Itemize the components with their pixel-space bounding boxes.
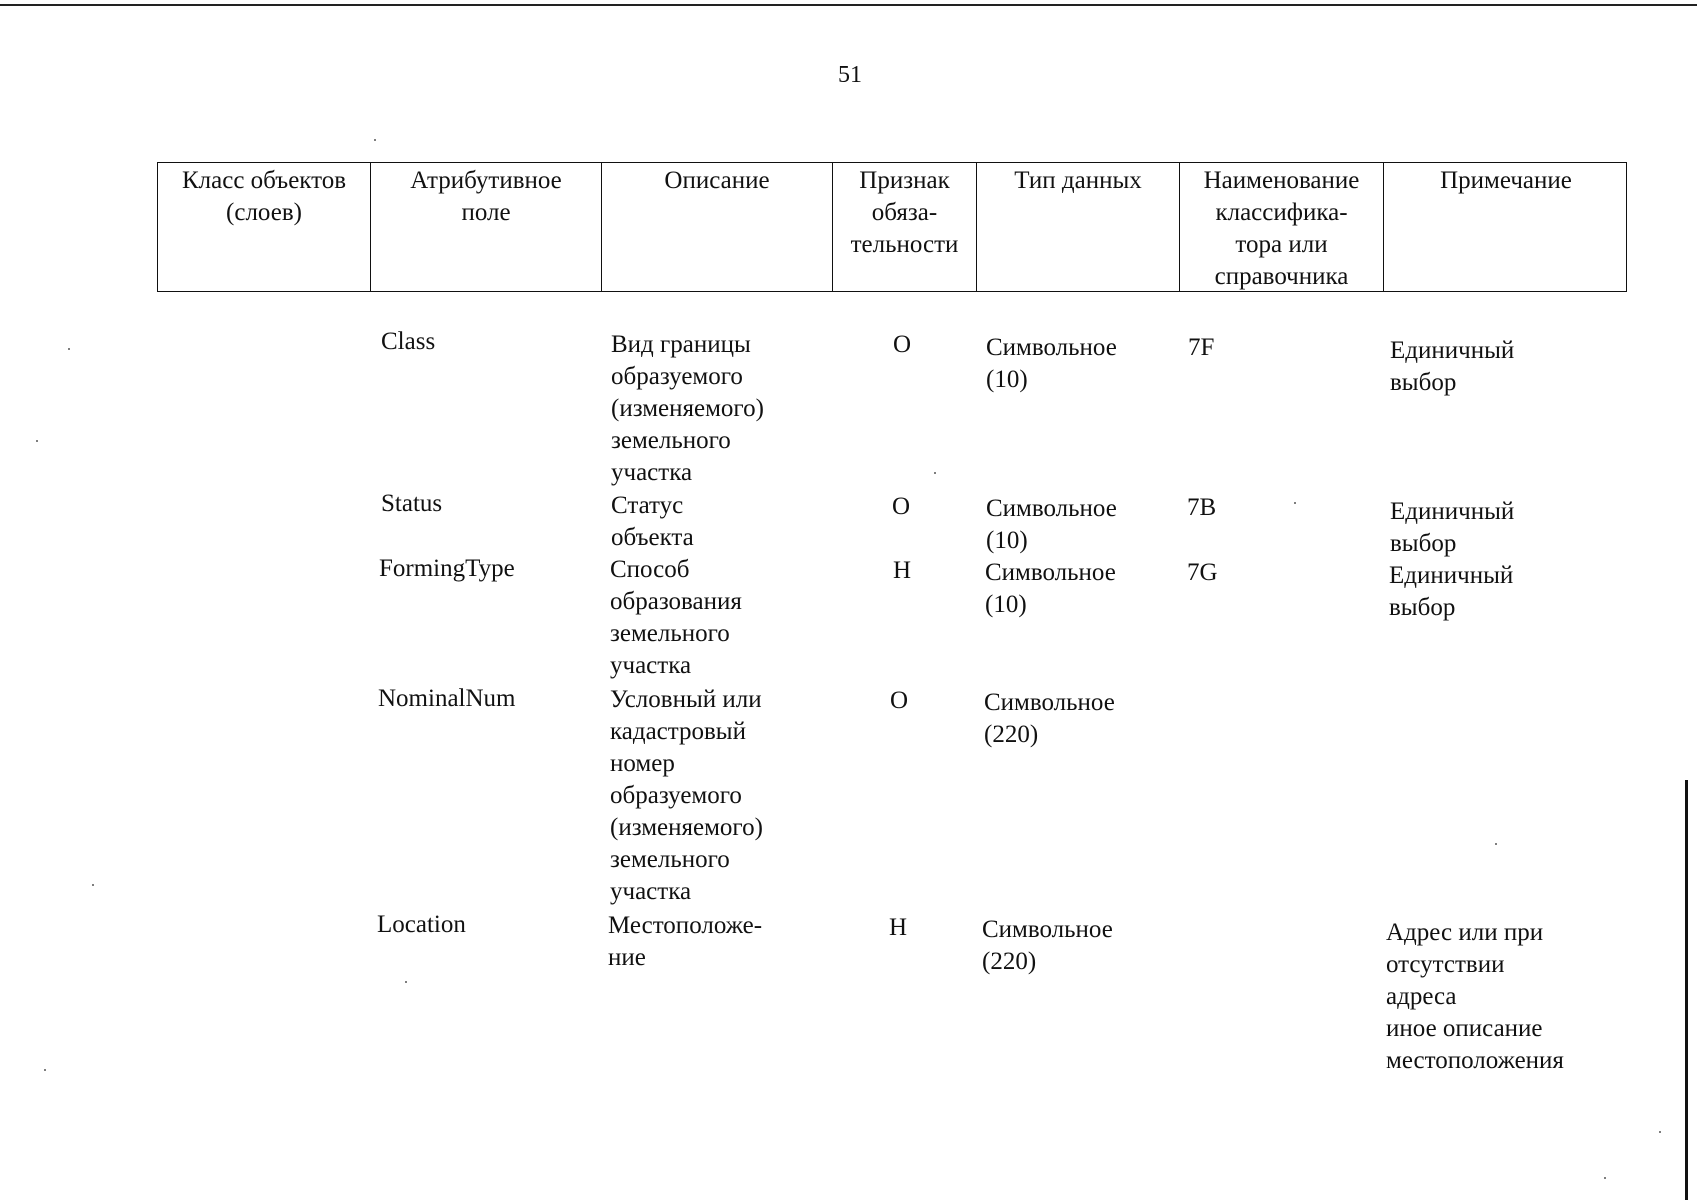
table-row-description: Условный или кадастровый номер образуемого (изменяемого) земельного участка <box>610 686 763 905</box>
table-row-data-type: Символьное (10) <box>986 495 1117 554</box>
scan-speck <box>36 440 38 442</box>
table-row-classifier: 7F <box>1188 334 1215 361</box>
header-attribute-field: Атрибутивное поле <box>371 163 602 291</box>
scan-speck <box>374 139 376 141</box>
table-row-data-type: Символьное (10) <box>986 334 1117 393</box>
header-mandatory: Признак обяза- тельности <box>833 163 977 291</box>
header-description: Описание <box>602 163 833 291</box>
table-row-description: Способ образования земельного участка <box>610 556 742 679</box>
table-row-field: NominalNum <box>378 685 516 712</box>
table-row-classifier: 7G <box>1187 559 1218 586</box>
table-row-data-type: Символьное (220) <box>984 689 1115 748</box>
table-row-note: Единичный выбор <box>1389 562 1514 621</box>
scan-speck <box>1294 502 1296 504</box>
scan-speck <box>44 1069 46 1071</box>
table-row-mandatory: Н <box>892 557 912 584</box>
table-row-field: Status <box>381 490 443 517</box>
table-row-description: Вид границы образуемого (изменяемого) земельного участка <box>611 331 764 486</box>
scan-speck <box>934 472 936 474</box>
table-row-description: Местоположе- ние <box>608 912 763 971</box>
table-row-note: Адрес или при отсутствии адреса иное описание местоположения <box>1386 919 1564 1074</box>
table-row-note: Единичный выбор <box>1390 337 1515 396</box>
header-data-type: Тип данных <box>977 163 1180 291</box>
header-classifier-name: Наименование классифика- тора или справочника <box>1180 163 1384 291</box>
table-row-note: Единичный выбор <box>1390 498 1515 557</box>
scan-speck <box>1604 1177 1606 1179</box>
table-row-classifier: 7B <box>1187 494 1217 521</box>
table-row-field: FormingType <box>379 555 515 582</box>
table-row-field: Class <box>381 328 436 355</box>
table-row-field: Location <box>377 911 466 938</box>
table-row-data-type: Символьное (220) <box>982 916 1113 975</box>
table-row-mandatory: О <box>891 493 911 520</box>
right-scan-edge <box>1685 780 1688 1200</box>
top-scan-rule <box>0 4 1697 6</box>
table-row-data-type: Символьное (10) <box>985 559 1116 618</box>
scan-speck <box>92 884 94 886</box>
scan-speck <box>1495 843 1497 845</box>
scan-speck <box>68 348 70 350</box>
scan-speck <box>1659 1131 1661 1133</box>
header-object-class: Класс объектов (слоев) <box>158 163 371 291</box>
table-row-mandatory: О <box>892 331 912 358</box>
table-row-description: Статус объекта <box>611 492 694 551</box>
table-row-mandatory: О <box>889 687 909 714</box>
table-row-mandatory: Н <box>888 914 908 941</box>
page-number: 51 <box>838 62 862 88</box>
header-note: Примечание <box>1440 167 1572 194</box>
table-header <box>157 162 1627 292</box>
scan-speck <box>405 981 407 983</box>
